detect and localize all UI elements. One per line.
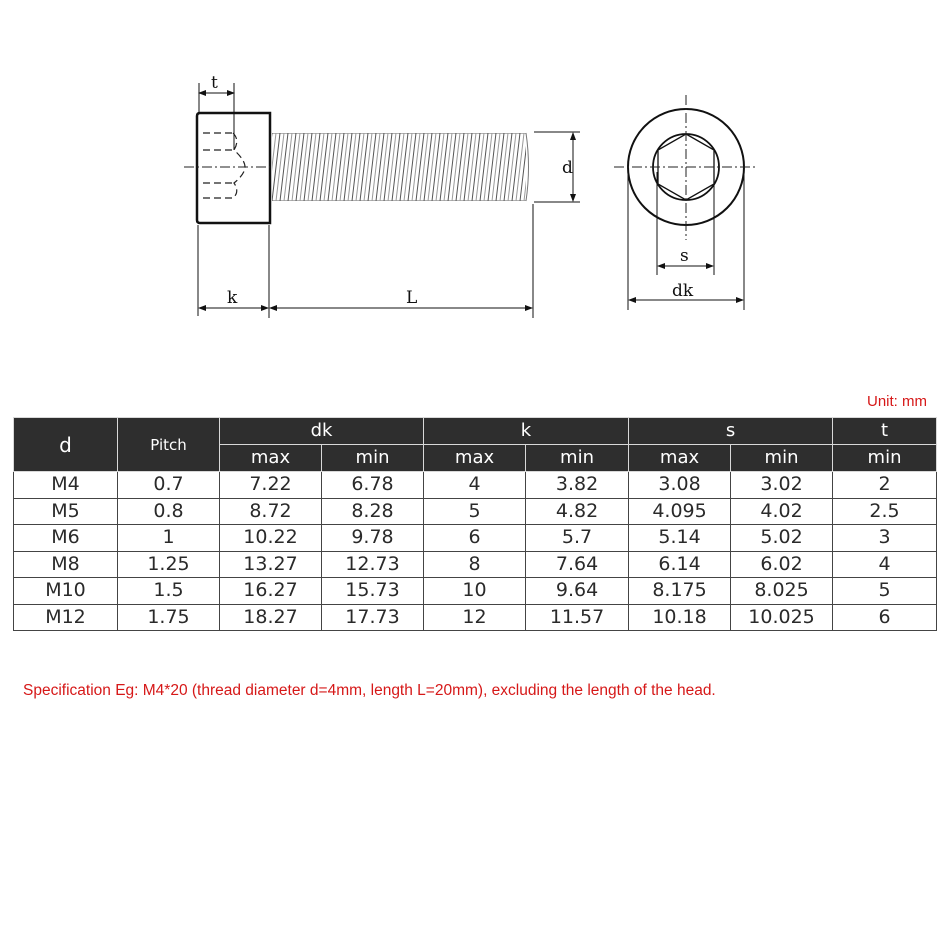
- specification-note: Specification Eg: M4*20 (thread diameter d=4mm, length L=20mm), excluding the length of the head.: [23, 682, 716, 699]
- cell-k-max: 6: [424, 525, 526, 552]
- screw-technical-drawing: [0, 0, 945, 360]
- cell-d: M5: [14, 498, 118, 525]
- table-row: [14, 578, 937, 605]
- cell-pitch: 1.25: [118, 551, 220, 578]
- cell-k-max: 4: [424, 472, 526, 499]
- header-s-max: max: [629, 445, 731, 472]
- cell-d: M10: [14, 578, 118, 605]
- cell-s-max: 4.095: [629, 498, 731, 525]
- cell-s-min: 6.02: [731, 551, 833, 578]
- cell-pitch: 1.75: [118, 604, 220, 631]
- k-dimension-label: k: [227, 288, 238, 308]
- cell-dk-max: 13.27: [220, 551, 322, 578]
- cell-t-min: 2.5: [833, 498, 937, 525]
- cell-s-min: 8.025: [731, 578, 833, 605]
- L-dimension-label: L: [406, 288, 418, 308]
- dk-dimension-label: dk: [672, 281, 694, 301]
- cell-t-min: 3: [833, 525, 937, 552]
- cell-pitch: 0.7: [118, 472, 220, 499]
- cell-d: M12: [14, 604, 118, 631]
- cell-dk-max: 7.22: [220, 472, 322, 499]
- table-row: [14, 472, 937, 499]
- cell-t-min: 4: [833, 551, 937, 578]
- cell-s-max: 10.18: [629, 604, 731, 631]
- cell-k-min: 9.64: [526, 578, 629, 605]
- cell-d: M6: [14, 525, 118, 552]
- screw-spec-table: [13, 417, 937, 631]
- header-s-min: min: [731, 445, 833, 472]
- cell-t-min: 6: [833, 604, 937, 631]
- cell-k-min: 11.57: [526, 604, 629, 631]
- cell-dk-min: 8.28: [322, 498, 424, 525]
- side-view: [184, 73, 580, 318]
- header-s: s: [629, 418, 833, 445]
- cell-dk-min: 9.78: [322, 525, 424, 552]
- top-view: [614, 95, 758, 310]
- s-dimension-label: s: [680, 246, 689, 266]
- cell-dk-min: 17.73: [322, 604, 424, 631]
- header-dk-min: min: [322, 445, 424, 472]
- header-dk-max: max: [220, 445, 322, 472]
- cell-d: M4: [14, 472, 118, 499]
- cell-dk-max: 10.22: [220, 525, 322, 552]
- cell-k-max: 10: [424, 578, 526, 605]
- cell-s-min: 10.025: [731, 604, 833, 631]
- cell-k-max: 8: [424, 551, 526, 578]
- header-t-min: min: [833, 445, 937, 472]
- cell-pitch: 1.5: [118, 578, 220, 605]
- cell-k-min: 3.82: [526, 472, 629, 499]
- cell-pitch: 1: [118, 525, 220, 552]
- cell-dk-min: 15.73: [322, 578, 424, 605]
- cell-k-min: 4.82: [526, 498, 629, 525]
- cell-s-max: 8.175: [629, 578, 731, 605]
- cell-dk-max: 16.27: [220, 578, 322, 605]
- cell-s-max: 6.14: [629, 551, 731, 578]
- cell-k-max: 12: [424, 604, 526, 631]
- unit-label: Unit: mm: [867, 393, 927, 410]
- header-d: d: [14, 418, 118, 472]
- cell-k-max: 5: [424, 498, 526, 525]
- header-t: t: [833, 418, 937, 445]
- cell-s-min: 3.02: [731, 472, 833, 499]
- table-row: [14, 525, 937, 552]
- cell-s-min: 5.02: [731, 525, 833, 552]
- table-row: [14, 551, 937, 578]
- d-dimension-label: d: [562, 158, 573, 178]
- cell-k-min: 7.64: [526, 551, 629, 578]
- header-k-max: max: [424, 445, 526, 472]
- header-dk: dk: [220, 418, 424, 445]
- header-pitch: Pitch: [118, 418, 220, 472]
- header-row-top: [14, 418, 937, 445]
- cell-t-min: 2: [833, 472, 937, 499]
- cell-dk-max: 8.72: [220, 498, 322, 525]
- cell-dk-min: 12.73: [322, 551, 424, 578]
- cell-dk-min: 6.78: [322, 472, 424, 499]
- header-k: k: [424, 418, 629, 445]
- cell-pitch: 0.8: [118, 498, 220, 525]
- table-row: [14, 604, 937, 631]
- header-k-min: min: [526, 445, 629, 472]
- cell-t-min: 5: [833, 578, 937, 605]
- cell-s-min: 4.02: [731, 498, 833, 525]
- table-row: [14, 498, 937, 525]
- cell-s-max: 5.14: [629, 525, 731, 552]
- cell-dk-max: 18.27: [220, 604, 322, 631]
- cell-k-min: 5.7: [526, 525, 629, 552]
- cell-d: M8: [14, 551, 118, 578]
- t-dimension-label: t: [211, 73, 218, 93]
- cell-s-max: 3.08: [629, 472, 731, 499]
